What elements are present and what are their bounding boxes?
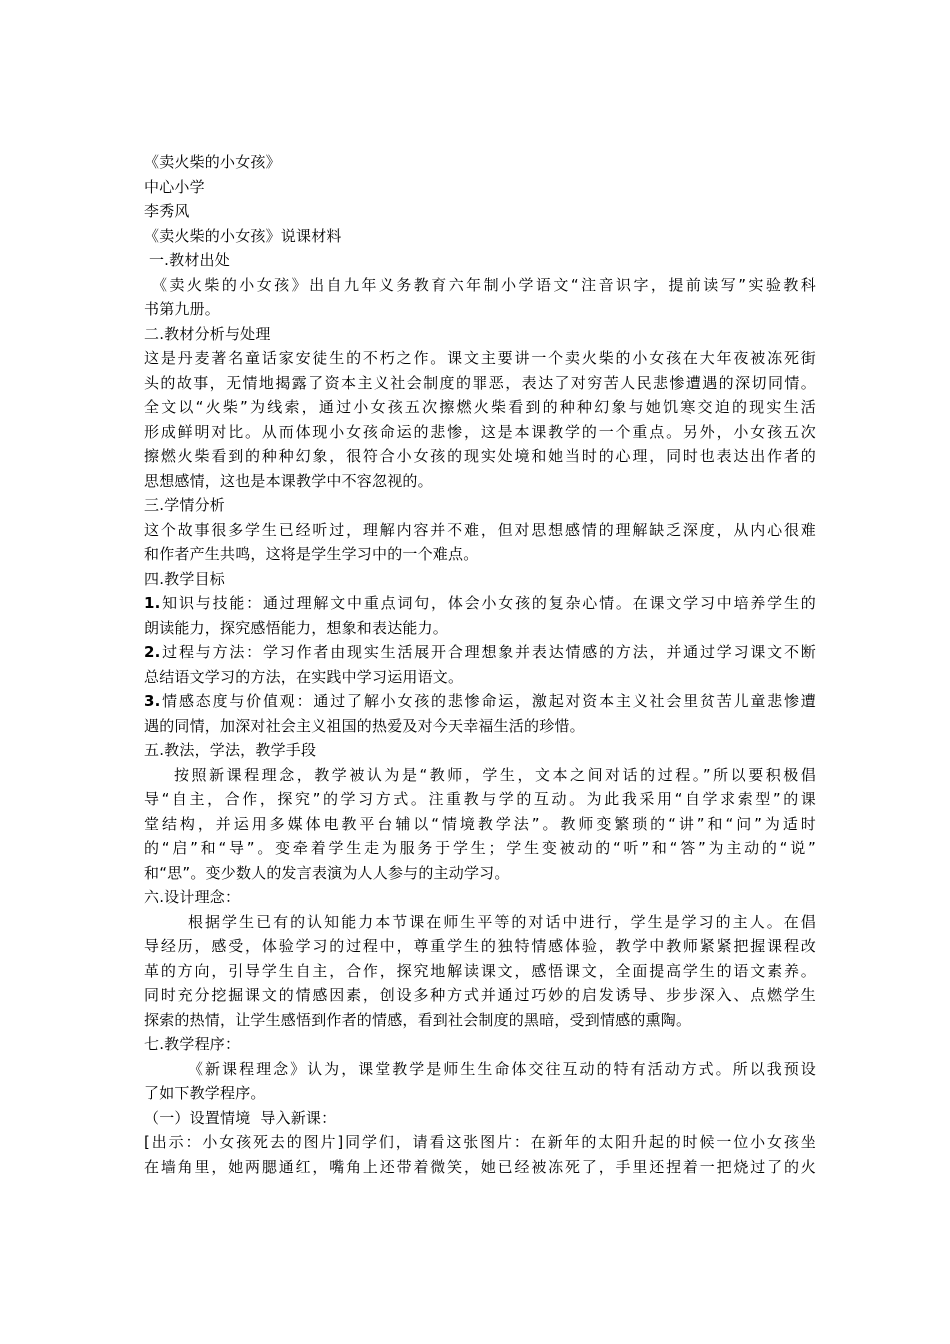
goal-2-number: 2.	[144, 643, 161, 661]
section-heading-2: 二.教材分析与处理	[144, 324, 271, 343]
author-name: 李秀风	[144, 202, 190, 220]
section-7-line: [出示：小女孩死去的图片]同学们，请看这张图片：在新年的太阳升起的时候一位小女孩坐	[144, 1133, 816, 1151]
section-heading-6: 六.设计理念：	[144, 888, 241, 906]
section-5-line: 导“自主，合作，探究”的学习方式。注重教与学的互动。为此我采用“自学求索型”的课	[144, 790, 816, 808]
goal-2-line: 总结语文学习的方法，在实践中学习运用语文。	[144, 667, 464, 686]
section-2-line: 这是丹麦著名童话家安徒生的不朽之作。课文主要讲一个卖火柴的小女孩在大年夜被冻死街	[144, 349, 816, 367]
subsection-heading-1: （一）设置情境 导入新课：	[144, 1108, 337, 1127]
document-page	[144, 150, 816, 1179]
section-2-line: 形成鲜明对比。从而体现小女孩命运的悲惨，这是本课教学的一个重点。另外，小女孩五次	[144, 422, 816, 441]
goal-3-line: 遇的同情，加深对社会主义祖国的热爱及对今天幸福生活的珍惜。	[144, 716, 585, 735]
section-2-line: 头的故事，无情地揭露了资本主义社会制度的罪恶，表达了对穷苦人民悲惨遭遇的深切同情。	[144, 373, 816, 392]
section-6-line: 导经历，感受，体验学习的过程中，尊重学生的独特情感体验，教学中教师紧紧把握课程改	[144, 937, 816, 955]
section-1-line: 《卖火柴的小女孩》出自九年义务教育六年制小学语文“注音识字，提前读写”实验教科	[152, 275, 816, 294]
goal-2-line	[144, 640, 816, 665]
goal-2-text: 过程与方法：学习作者由现实生活展开合理想象并表达情感的方法，并通过学习课文不断	[160, 643, 816, 661]
goal-3-number: 3.	[144, 692, 161, 710]
section-heading-3: 三.学情分析	[144, 496, 225, 514]
section-5-line: 堂结构，并运用多媒体电教平台辅以“情境教学法”。教师变繁琐的“讲”和“问”为适时	[144, 814, 816, 833]
section-6-line: 根据学生已有的认知能力本节课在师生平等的对话中进行，学生是学习的主人。在倡	[188, 912, 816, 931]
section-heading-1: 一.教材出处	[144, 251, 230, 269]
goal-1-line	[144, 591, 816, 616]
section-2-line: 思想感情，这也是本课教学中不容忽视的。	[144, 471, 433, 490]
doc-title: 《卖火柴的小女孩》	[144, 153, 281, 171]
section-heading-5: 五.教法，学法，教学手段	[144, 741, 317, 759]
goal-3-line	[144, 689, 816, 714]
section-1-line: 书第九册。	[144, 300, 221, 318]
goal-1-text: 知识与技能：通过理解文中重点词句，体会小女孩的复杂心情。在课文学习中培养学生的	[160, 594, 816, 612]
section-5-line: 按照新课程理念，教学被认为是“教师，学生，文本之间对话的过程。”所以要积极倡	[174, 765, 816, 784]
goal-1-line: 朗读能力，探究感悟能力，想象和表达能力。	[144, 618, 449, 637]
doc-subtitle: 《卖火柴的小女孩》说课材料	[144, 226, 342, 245]
goal-3-text: 情感态度与价值观：通过了解小女孩的悲惨命运，激起对资本主义社会里贫苦儿童悲惨遭	[160, 692, 816, 710]
section-2-line: 全文以“火柴”为线索，通过小女孩五次擦燃火柴看到的种种幻象与她饥寒交迫的现实生活	[144, 398, 816, 416]
section-6-line: 同时充分挖掘课文的情感因素，创设多种方式并通过巧妙的启发诱导、步步深入、点燃学生	[144, 986, 816, 1004]
section-6-line: 革的方向，引导学生自主，合作，探究地解读课文，感悟课文，全面提高学生的语文素养。	[144, 961, 816, 980]
section-7-line: 《新课程理念》认为，课堂教学是师生生命体交往互动的特有活动方式。所以我预设	[188, 1059, 816, 1078]
section-3-line: 和作者产生共鸣，这将是学生学习中的一个难点。	[144, 545, 479, 563]
section-5-line: 的“启”和“导”。变牵着学生走为服务于学生；学生变被动的“听”和“答”为主动的“说”	[144, 839, 816, 857]
school-name: 中心小学	[144, 177, 205, 196]
section-5-line: 和“思”。变少数人的发言表演为人人参与的主动学习。	[144, 863, 510, 882]
section-7-line: 了如下教学程序。	[144, 1084, 266, 1102]
section-7-line: 在墙角里，她两腮通红，嘴角上还带着微笑，她已经被冻死了，手里还捏着一把烧过了的火	[144, 1157, 816, 1176]
goal-1-number: 1.	[144, 594, 161, 612]
section-heading-4: 四.教学目标	[144, 569, 225, 588]
section-heading-7: 七.教学程序：	[144, 1035, 241, 1053]
section-3-line: 这个故事很多学生已经听过，理解内容并不难，但对思想感情的理解缺乏深度，从内心很难	[144, 520, 816, 539]
section-2-line: 擦燃火柴看到的种种幻象，很符合小女孩的现实处境和她当时的心理，同时也表达出作者的	[144, 447, 816, 465]
section-6-line: 探索的热情，让学生感悟到作者的情感，看到社会制度的黑暗，受到情感的熏陶。	[144, 1010, 692, 1029]
